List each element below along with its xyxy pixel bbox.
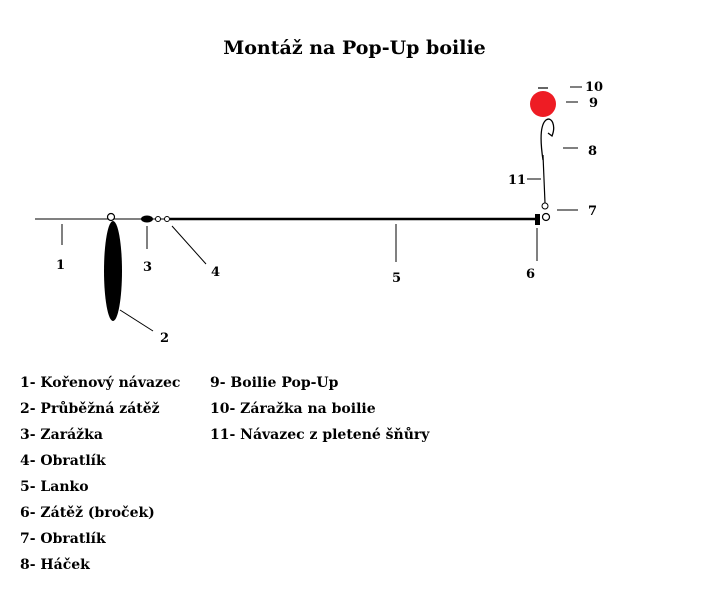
pointer-2 [120,310,153,331]
label-7: 7 [588,204,598,219]
lead-ring [108,214,115,221]
label-10: 10 [585,80,604,95]
legend-item: 1- Kořenový návazec [20,375,181,391]
legend-item: 11- Návazec z pletené šňůry [210,427,430,443]
legend-right [210,370,429,448]
legend-item: 7- Obratlík [20,531,106,547]
stopper [141,216,153,223]
legend-item: 4- Obratlík [20,453,106,469]
label-4: 4 [211,265,221,280]
swivel-hook [543,214,550,221]
label-8: 8 [588,144,598,159]
popup-boilie [530,91,556,117]
legend-left [20,370,180,578]
hook [541,119,554,160]
swivel-hook-top [542,203,548,209]
legend-item: 9- Boilie Pop-Up [210,375,339,391]
inline-lead [104,221,122,321]
label-1: 1 [56,258,66,273]
legend-item: 3- Zarážka [20,427,103,443]
legend-item: 2- Průběžná zátěž [20,401,160,417]
legend-item: 10- Záražka na boilie [210,401,376,417]
legend-item: 6- Zátěž (broček) [20,505,155,521]
diagram-title: Montáž na Pop-Up boilie [223,37,486,59]
legend-item: 5- Lanko [20,479,89,495]
label-2: 2 [160,331,170,346]
braided-hooklink [543,155,545,203]
pointer-4 [172,226,206,264]
label-6: 6 [526,267,536,282]
split-shot [535,214,540,225]
label-11: 11 [508,173,527,188]
label-5: 5 [392,271,402,286]
legend-item: 8- Háček [20,557,90,573]
swivel-ring-b [165,217,170,222]
label-3: 3 [143,260,153,275]
label-9: 9 [589,96,599,111]
swivel-ring-a [156,217,161,222]
